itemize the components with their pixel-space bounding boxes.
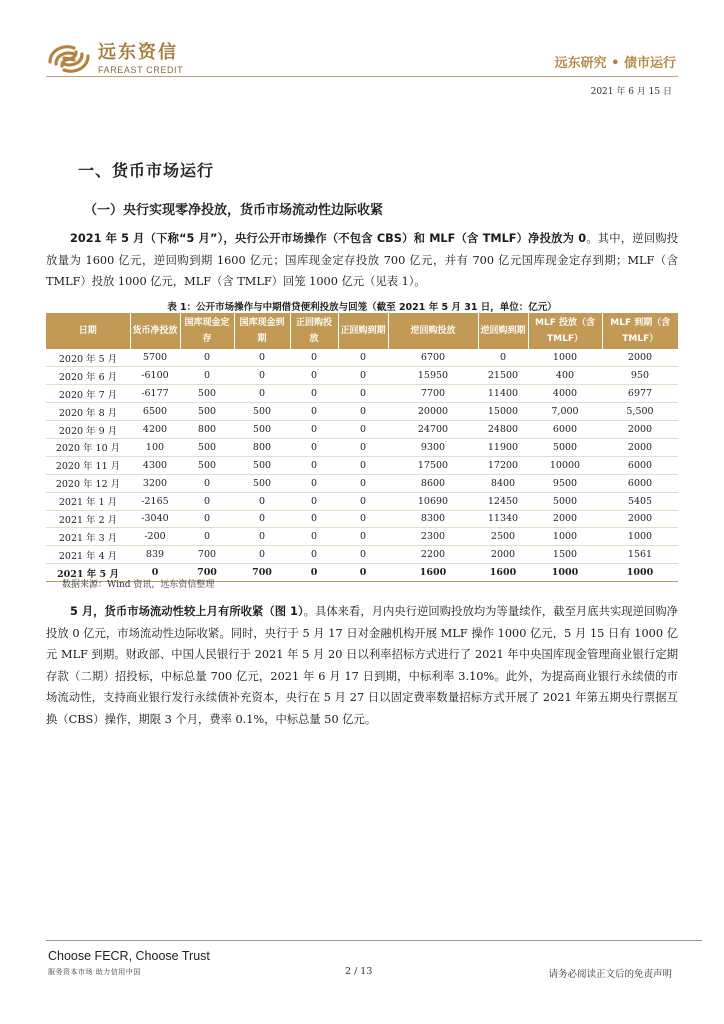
table-cell: 700 (180, 564, 234, 582)
table-cell: 700 (180, 546, 234, 564)
table-cell: 8400 (478, 474, 528, 492)
table-cell: 500 (180, 385, 234, 403)
table-cell: 950 (602, 367, 678, 385)
table-cell: 2200 (388, 546, 478, 564)
table-cell: 2300 (388, 528, 478, 546)
column-header: 货币净投放 (130, 313, 180, 349)
table-cell: 6500 (130, 403, 180, 421)
table-cell: 5405 (602, 492, 678, 510)
table-cell: 7,000 (528, 403, 602, 421)
table-cell: 0 (290, 546, 338, 564)
table-cell: 0 (338, 438, 388, 456)
subsection-heading: （一）央行实现零净投放，货币市场流动性边际收紧 (84, 203, 384, 218)
section-heading: 一、货币市场运行 (78, 161, 215, 180)
table-cell: 800 (234, 438, 290, 456)
table-cell: 0 (290, 564, 338, 582)
table-cell: 4300 (130, 456, 180, 474)
table-cell: 0 (290, 456, 338, 474)
table-cell: 5000 (528, 438, 602, 456)
table-cell: 0 (234, 367, 290, 385)
table-row (46, 438, 678, 456)
table-cell: 0 (290, 367, 338, 385)
table-cell: 0 (234, 528, 290, 546)
table-header-row (46, 313, 678, 349)
table-cell: 5,500 (602, 403, 678, 421)
table-source: 数据来源：Wind 资讯，远东资信整理 (62, 580, 215, 590)
paragraph-1-body: 。其中，逆回购投放量为 1600 亿元，逆回购到期 1600 亿元；国库现金定存投放 700 亿元，并有 700 亿元国库现金定存到期；MLF（含 TMLF）投放 1000 亿元，MLF（含 TMLF）回笼 1000 亿元（见表 1）。 (46, 232, 678, 288)
table-cell: 0 (290, 349, 338, 367)
table-cell: 2000 (602, 510, 678, 528)
table-cell: 0 (234, 510, 290, 528)
table-cell: 4200 (130, 421, 180, 439)
table-cell: 2021 年 2 月 (46, 510, 130, 528)
table-cell: 17200 (478, 456, 528, 474)
paragraph-2-body: 。具体来看，月内央行逆回购投放均为等量续作，截至月底共实现逆回购净投放 0 亿元，市场流动性边际收紧。同时，央行于 5 月 17 日对金融机构开展 MLF 操作 1000 亿元，5 月 15 日有 1000 亿元 MLF 到期。财政部、中国人民银行于 2021 年 5 月 20 日以利率招标方式进行了 2021 年中央国库现金管理商业银行定期存款（二期）招投标，中标总量 700 亿元，2021 年 6 月 17 日到期，中标利率 3.10%。此外，为提高商业银行永续债的市场流动性，支持商业银行发行永续债补充资本，央行在 5 月 27 日以固定费率数量招标方式开展了 2021 年第五期央行票据互换（CBS）操作，期限 3 个月，费率 0.1%，中标总量 50 亿元。 (46, 605, 678, 726)
footer-divider (46, 940, 702, 941)
table-cell: 5000 (528, 492, 602, 510)
column-header: MLF 到期（含 TMLF） (602, 313, 678, 349)
table-cell: 0 (290, 403, 338, 421)
table-cell: 0 (180, 349, 234, 367)
page-number: 2 / 13 (345, 966, 373, 977)
column-header: 逆回购到期 (478, 313, 528, 349)
table-cell: 0 (338, 385, 388, 403)
table-row (46, 456, 678, 474)
table-cell: -6100 (130, 367, 180, 385)
table-cell: -200 (130, 528, 180, 546)
table-cell: 0 (290, 528, 338, 546)
table-cell: 1600 (478, 564, 528, 582)
table-cell: 7700 (388, 385, 478, 403)
report-series: 远东研究 • 债市运行 (554, 56, 676, 71)
table-cell: 1600 (388, 564, 478, 582)
table-cell: 100 (130, 438, 180, 456)
column-header: 正回购投放 (290, 313, 338, 349)
paragraph-2 (46, 601, 678, 730)
table-row (46, 546, 678, 564)
table-cell: 0 (338, 367, 388, 385)
column-header: 国库现金到期 (234, 313, 290, 349)
table-cell: 839 (130, 546, 180, 564)
table-cell: 0 (338, 474, 388, 492)
table-row (46, 349, 678, 367)
column-header: 日期 (46, 313, 130, 349)
table-cell: 1561 (602, 546, 678, 564)
table-row (46, 367, 678, 385)
company-logo (46, 40, 183, 78)
table-cell: 10000 (528, 456, 602, 474)
footer-slogan-cn: 服务资本市场 助力信用中国 (48, 968, 141, 976)
table-cell: 700 (234, 564, 290, 582)
table-cell: 2020 年 6 月 (46, 367, 130, 385)
table-cell: 0 (338, 510, 388, 528)
table-row (46, 474, 678, 492)
table-cell: 2500 (478, 528, 528, 546)
table-cell: 0 (180, 492, 234, 510)
column-header: 逆回购投放 (388, 313, 478, 349)
table-cell: 0 (290, 438, 338, 456)
report-date: 2021 年 6 月 15 日 (590, 87, 672, 97)
table-cell: 9300 (388, 438, 478, 456)
table-cell: 1000 (528, 564, 602, 582)
table-cell: 0 (338, 421, 388, 439)
table-cell: 2020 年 10 月 (46, 438, 130, 456)
table-row (46, 528, 678, 546)
table-cell: 20000 (388, 403, 478, 421)
table-cell: 0 (180, 367, 234, 385)
table-row (46, 510, 678, 528)
table-cell: 17500 (388, 456, 478, 474)
table-cell: 21500 (478, 367, 528, 385)
table-cell: 2020 年 8 月 (46, 403, 130, 421)
paragraph-1-lead: 2021 年 5 月（下称“5 月”），央行公开市场操作（不包含 CBS）和 MLF（含 TMLF）净投放为 0 (70, 232, 587, 245)
table-title: 表 1：公开市场操作与中期借贷便利投放与回笼（截至 2021 年 5 月 31 日，单位：亿元） (167, 302, 557, 313)
table-cell: 0 (478, 349, 528, 367)
disclaimer-note: 请务必阅读正文后的免责声明 (548, 969, 672, 980)
table-cell: 2000 (478, 546, 528, 564)
table-cell: 6000 (602, 474, 678, 492)
table-cell: 500 (234, 403, 290, 421)
column-header: 国库现金定存 (180, 313, 234, 349)
table-row (46, 421, 678, 439)
column-header: MLF 投放（含 TMLF） (528, 313, 602, 349)
table-cell: 500 (180, 456, 234, 474)
table-cell: 3200 (130, 474, 180, 492)
paragraph-1 (46, 228, 678, 293)
table-cell: 0 (338, 456, 388, 474)
table-cell: 1000 (528, 349, 602, 367)
table-cell: 0 (180, 474, 234, 492)
header-divider (46, 76, 678, 77)
table-cell: 6977 (602, 385, 678, 403)
table-cell: 2020 年 7 月 (46, 385, 130, 403)
footer-slogan: Choose FECR, Choose Trust (48, 949, 210, 963)
table-cell: 11340 (478, 510, 528, 528)
table-cell: 11400 (478, 385, 528, 403)
table-cell: 1000 (528, 528, 602, 546)
table-cell: 10690 (388, 492, 478, 510)
table-cell: 0 (338, 349, 388, 367)
table-cell: 0 (234, 349, 290, 367)
table-cell: 1000 (602, 564, 678, 582)
table-cell: 0 (338, 528, 388, 546)
table-cell: 0 (338, 564, 388, 582)
table-cell: 1000 (602, 528, 678, 546)
table-cell: 2021 年 5 月 (46, 564, 130, 582)
table-cell: 2000 (602, 349, 678, 367)
table-cell: 0 (180, 510, 234, 528)
table-cell: 15950 (388, 367, 478, 385)
table-cell: 0 (180, 528, 234, 546)
table-cell: 11900 (478, 438, 528, 456)
table-cell: 24800 (478, 421, 528, 439)
table-cell: 5700 (130, 349, 180, 367)
table-cell: 6000 (528, 421, 602, 439)
table-cell: 6000 (602, 456, 678, 474)
table-cell: -6177 (130, 385, 180, 403)
table-cell: 0 (130, 564, 180, 582)
table-row (46, 385, 678, 403)
table-cell: 2020 年 12 月 (46, 474, 130, 492)
table-cell: 2000 (602, 421, 678, 439)
logo-name-cn: 远东资信 (98, 41, 178, 63)
table-cell: 0 (234, 492, 290, 510)
table-cell: 15000 (478, 403, 528, 421)
table-cell: 2021 年 3 月 (46, 528, 130, 546)
table-cell: 2020 年 5 月 (46, 349, 130, 367)
table-cell: 24700 (388, 421, 478, 439)
table-cell: 400 (528, 367, 602, 385)
table-cell: 0 (338, 492, 388, 510)
table-cell: -2165 (130, 492, 180, 510)
table-cell: 2021 年 1 月 (46, 492, 130, 510)
table-cell: -3040 (130, 510, 180, 528)
column-header: 正回购到期 (338, 313, 388, 349)
open-market-table (46, 313, 678, 582)
table-cell: 0 (290, 492, 338, 510)
table-cell: 12450 (478, 492, 528, 510)
table-cell: 0 (290, 474, 338, 492)
table-cell: 0 (338, 403, 388, 421)
table-cell: 1500 (528, 546, 602, 564)
table-cell: 0 (234, 385, 290, 403)
table-cell: 6700 (388, 349, 478, 367)
table-cell: 4000 (528, 385, 602, 403)
table-cell: 2020 年 9 月 (46, 421, 130, 439)
table-cell: 0 (234, 546, 290, 564)
table-cell: 2000 (528, 510, 602, 528)
table-body (46, 349, 678, 582)
table-row (46, 403, 678, 421)
table-cell: 500 (234, 456, 290, 474)
table-cell: 500 (234, 421, 290, 439)
table-cell: 2021 年 4 月 (46, 546, 130, 564)
fareast-logo-icon (46, 40, 92, 78)
table-cell: 0 (290, 421, 338, 439)
table-cell: 9500 (528, 474, 602, 492)
table-cell: 500 (180, 438, 234, 456)
table-cell: 800 (180, 421, 234, 439)
table-cell: 500 (180, 403, 234, 421)
table-cell: 2000 (602, 438, 678, 456)
paragraph-2-lead: 5 月，货币市场流动性较上月有所收紧（图 1） (70, 605, 304, 618)
table-row (46, 492, 678, 510)
table-cell: 8300 (388, 510, 478, 528)
logo-name-en: FAREAST CREDIT (98, 64, 184, 75)
table-cell: 0 (290, 510, 338, 528)
table-cell: 2020 年 11 月 (46, 456, 130, 474)
table-cell: 500 (234, 474, 290, 492)
table-cell: 0 (338, 546, 388, 564)
table-cell: 0 (290, 385, 338, 403)
table-cell: 8600 (388, 474, 478, 492)
